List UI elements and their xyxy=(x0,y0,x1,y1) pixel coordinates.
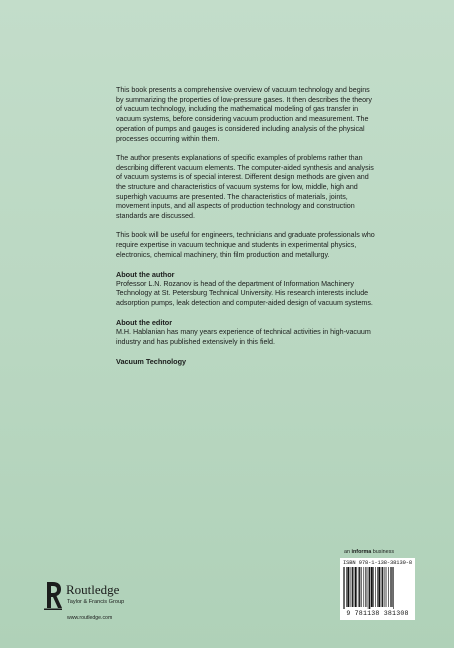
barcode-bar xyxy=(352,567,353,607)
informa-tagline xyxy=(344,549,394,555)
blurb-paragraph-3: This book will be useful for engineers, technicians and graduate professionals who require expertise in vacuum technique and students in experimental physics, electronics, chemical machinery, thin film production and metallurgy. xyxy=(116,231,375,259)
barcode-bar xyxy=(346,567,347,607)
series-title: Vacuum Technology xyxy=(116,357,187,367)
barcode-bar xyxy=(378,567,380,607)
barcode-bar xyxy=(391,567,392,607)
about-editor-text: M.H. Hablanian has many years experience of technical activities in high-vacuum industry and has published extensively in this field. xyxy=(116,328,371,346)
routledge-r-icon xyxy=(44,580,62,610)
barcode xyxy=(340,558,415,620)
barcode-bar xyxy=(371,567,373,607)
publisher-name: Routledge xyxy=(66,582,120,597)
barcode-digits: 9 781138 381308 xyxy=(346,610,409,617)
barcode-bar xyxy=(358,567,359,607)
barcode-bar xyxy=(350,567,351,607)
barcode-bar xyxy=(386,567,387,607)
barcode-bar xyxy=(377,567,378,607)
isbn-text: ISBN 978-1-138-38130-8 xyxy=(343,560,412,566)
informa-prefix: an xyxy=(344,549,350,555)
barcode-bar xyxy=(361,567,362,607)
barcode-bar xyxy=(343,567,344,609)
barcode-bar xyxy=(390,567,391,607)
barcode-bar xyxy=(373,567,374,607)
barcode-bars xyxy=(343,567,412,609)
about-editor-heading: About the editor xyxy=(116,318,173,328)
about-author-text: Professor L.N. Rozanov is head of the department of Information Machinery Technology at St. Petersburg Technical University. His research interests include adsorption pumps, leak detection and computer-aided design of vacuum systems. xyxy=(116,279,373,308)
barcode-bar xyxy=(381,567,382,607)
barcode-bar xyxy=(354,567,355,607)
barcode-bar xyxy=(359,567,360,607)
barcode-bar xyxy=(388,567,389,607)
barcode-bar xyxy=(367,567,368,607)
barcode-bar xyxy=(363,567,364,607)
barcode-bar xyxy=(369,567,370,609)
about-author-heading: About the author xyxy=(116,270,175,280)
barcode-bar xyxy=(344,567,345,609)
barcode-bar xyxy=(382,567,383,607)
barcode-bar xyxy=(355,567,357,607)
informa-brand: informa xyxy=(351,549,372,555)
barcode-bar xyxy=(365,567,366,607)
barcode-bar xyxy=(368,567,369,609)
blurb xyxy=(116,86,378,367)
blurb-paragraph-2: The author presents explanations of specific examples of problems rather than describing different vacuum elements. The computer-aided synthesis and analysis of vacuum systems is of special interest. Different design methods are given and the structure and characteristics of vacuum systems for low, middle, high and superhigh vacuums are presented. The characteristics of materials, joints, movement inputs, and all aspects of production technology and construction standards are discussed. xyxy=(116,153,374,221)
blurb-paragraph-1: This book presents a comprehensive overview of vacuum technology and begins by summarizing the properties of low-pressure gases. It then describes the theory of vacuum technology, including the mathematical modeling of gas transfer in vacuum systems, before considering vacuum production and measurement. The operation of pumps and gauges is considered including analysis of the physical processes occurring within them. xyxy=(116,86,372,143)
barcode-bar xyxy=(393,567,394,609)
publisher-group: Taylor & Francis Group xyxy=(67,599,125,605)
barcode-bar xyxy=(385,567,386,607)
publisher-url: www.routledge.com xyxy=(67,615,113,621)
informa-suffix: business xyxy=(372,549,395,555)
barcode-bar xyxy=(375,567,376,607)
barcode-bar xyxy=(347,567,349,607)
